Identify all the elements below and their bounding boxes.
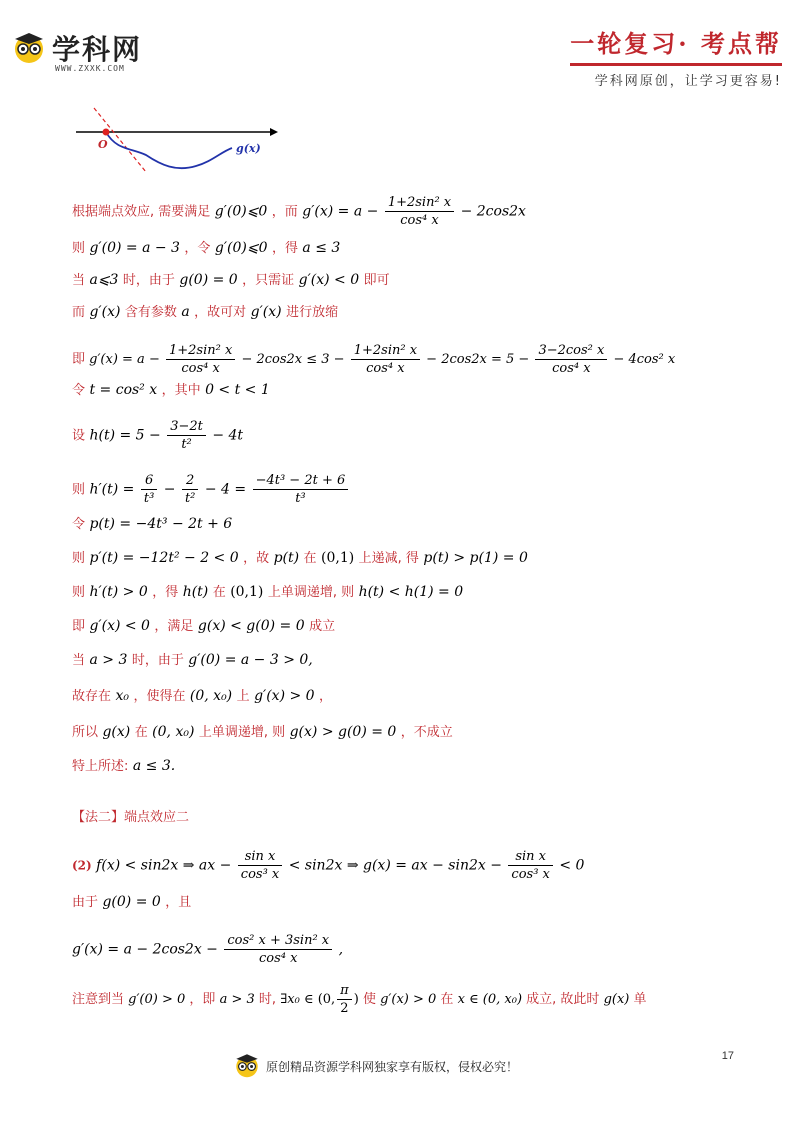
math: g′(x) < 0 <box>298 272 360 288</box>
math: p′(t) = −12t² − 2 < 0 <box>89 550 239 566</box>
text: ，即 <box>189 992 216 1007</box>
text-line-14 <box>72 686 332 707</box>
function-graph <box>76 100 286 180</box>
brand-divider <box>570 63 782 66</box>
text-line-8 <box>72 472 350 507</box>
text: 在 <box>212 585 226 600</box>
origin-label: O <box>98 138 108 151</box>
math: a > 3 <box>89 652 128 668</box>
text: 在 <box>440 992 454 1007</box>
math: g′(x) = a − 2cos2x − <box>72 941 218 958</box>
math: , <box>338 941 344 958</box>
text-line-5 <box>72 342 675 377</box>
math: h′(t) = <box>89 481 135 498</box>
text: 在 <box>134 725 148 740</box>
text: 时，由于 <box>131 653 184 668</box>
math: ) <box>353 992 359 1007</box>
text: 则 <box>72 482 86 498</box>
math: g(0) = 0 <box>179 272 238 288</box>
text: 当 <box>72 653 86 668</box>
math: < 0 <box>559 857 585 874</box>
brand-block <box>570 24 782 89</box>
text: 设 <box>72 428 86 444</box>
text: ，得 <box>152 585 179 600</box>
text: 故存在 <box>72 689 112 704</box>
text: 即 <box>72 619 86 634</box>
math: h(t) <box>182 584 209 600</box>
fraction: $\frac{\text{1+2sin² x}}{\text{cos⁴ x}}$ <box>385 194 454 229</box>
origin-point <box>103 129 110 136</box>
text-line-20 <box>72 982 647 1017</box>
math: (0, x₀) <box>152 724 195 740</box>
text: 含有参数 <box>124 305 177 320</box>
fraction: $\frac{\text{sin x}}{\text{cos³ x}}$ <box>238 848 282 883</box>
text: 由于 <box>72 895 99 910</box>
text: ，故 <box>243 551 270 566</box>
logo-url: WWW.ZXXK.COM <box>55 64 125 73</box>
text: ，令 <box>184 241 211 256</box>
page-number: 17 <box>721 1050 734 1062</box>
text-line-4 <box>72 302 338 323</box>
math: a > 3 <box>219 992 255 1007</box>
text: ，满足 <box>154 619 194 634</box>
math: g(0) = 0 <box>102 894 161 910</box>
math: p(t) = −4t³ − 2t + 6 <box>89 516 233 532</box>
text-line-19 <box>72 932 343 967</box>
math: g′(x) <box>250 304 282 320</box>
math: a⩽3 <box>89 272 119 288</box>
text: 单 <box>633 992 647 1007</box>
text-line-17 <box>72 848 584 883</box>
owl-logo-icon <box>12 30 46 64</box>
fraction: $\frac{3-2t}{\text{t²}}$ <box>167 418 206 453</box>
text: 进行放缩 <box>286 305 339 320</box>
text: ，使得在 <box>133 689 186 704</box>
text: ，不成立 <box>400 725 453 740</box>
math: (0, <box>317 992 336 1007</box>
text: 特上所述: <box>72 759 129 774</box>
math: a ≤ 3 <box>302 240 341 256</box>
math: h′(t) > 0 <box>89 584 148 600</box>
text-line-1 <box>72 194 526 229</box>
text-line-18 <box>72 892 191 913</box>
math: g(x) > g(0) = 0 <box>289 724 397 740</box>
text: 所以 <box>72 725 99 740</box>
math: a ≤ 3. <box>132 758 176 774</box>
math: g(x) <box>603 992 630 1007</box>
math: p(t) > p(1) = 0 <box>423 550 528 566</box>
math: g′(x) = a − <box>302 203 379 220</box>
text: 而 <box>72 305 86 320</box>
logo-text: 学科网 <box>52 33 143 66</box>
math: g(x) <box>102 724 131 740</box>
text: ， <box>319 689 333 704</box>
text: 根据端点效应, 需要满足 <box>72 204 211 220</box>
text: ，且 <box>165 895 192 910</box>
text: 注意到当 <box>72 992 125 1007</box>
fraction: $\frac{\text{1+2sin² x}}{\text{cos⁴ x}}$ <box>166 342 235 377</box>
math: x₀ <box>115 688 129 704</box>
text: 成立, 故此时 <box>526 992 600 1007</box>
math: h(t) = 5 − <box>89 427 161 444</box>
math: g′(0)⩽0 <box>214 203 268 220</box>
math: g′(x) < 0 <box>89 618 150 634</box>
curve-g <box>106 132 232 168</box>
math: 0 < t < 1 <box>205 382 270 398</box>
text: 令 <box>72 517 86 532</box>
text: 上 <box>236 689 250 704</box>
math: g′(0)⩽0 <box>214 240 268 256</box>
text: 即可 <box>363 273 390 288</box>
text-line-3 <box>72 270 390 291</box>
math: − <box>163 481 176 498</box>
text: 时, <box>258 992 277 1007</box>
text-line-2 <box>72 238 340 259</box>
text: 则 <box>72 585 86 600</box>
math: a <box>181 304 190 320</box>
text: 则 <box>72 551 86 566</box>
text: ，得 <box>271 241 298 256</box>
fraction: $\frac{\text{−4t³ − 2t + 6}}{\text{t³}}$ <box>253 472 349 507</box>
section-heading: 【法二】端点效应二 <box>72 810 190 825</box>
text: 使 <box>362 992 376 1007</box>
math: f(x) < sin2x ⇒ ax − <box>96 857 232 874</box>
math: g′(x) = a − <box>89 352 160 367</box>
text-line-9 <box>72 514 232 535</box>
fraction: $\frac{\text{1+2sin² x}}{\text{cos⁴ x}}$ <box>351 342 420 377</box>
text: 上单调递增, 则 <box>198 725 286 740</box>
text: 令 <box>72 383 86 398</box>
text: 即 <box>72 352 86 367</box>
fraction: $\frac{\text{sin x}}{\text{cos³ x}}$ <box>508 848 552 883</box>
math: − 2cos2x <box>460 203 526 220</box>
text-line-10 <box>72 548 528 569</box>
math: < sin2x ⇒ g(x) = ax − sin2x − <box>288 857 502 874</box>
text-line-6 <box>72 380 270 401</box>
math: (0,1) <box>230 584 264 600</box>
math: g′(0) > 0 <box>128 992 186 1007</box>
math: p(t) <box>273 550 300 566</box>
text-line-15 <box>72 722 453 743</box>
page-header <box>0 0 800 90</box>
text: 当 <box>72 273 86 288</box>
math: g′(0) = a − 3 <box>89 240 180 256</box>
math: g′(x) > 0 <box>254 688 315 704</box>
text: ，故可对 <box>194 305 247 320</box>
math: t = cos² x <box>89 382 158 398</box>
math: g(x) < g(0) = 0 <box>197 618 305 634</box>
text: 时，由于 <box>122 273 175 288</box>
math: g′(0) = a − 3 > 0, <box>188 652 313 668</box>
fraction: $\frac{\pi}{2}$ <box>337 982 352 1017</box>
math: g′(x) > 0 <box>380 992 437 1007</box>
math: − 4t <box>212 427 244 444</box>
math: − 4cos² x <box>613 352 676 367</box>
copyright-notice: 原创精品资源学科网独家享有版权，侵权必究！ <box>266 1060 519 1074</box>
math: ∃x₀ ∈ <box>280 992 314 1007</box>
text-line-13 <box>72 650 313 671</box>
brand-slogan: 学科网原创，让学习更容易! <box>594 74 782 89</box>
text: 在 <box>303 551 317 566</box>
text: 上递减, 得 <box>358 551 419 566</box>
text: ，只需证 <box>242 273 295 288</box>
text-line-7 <box>72 418 243 453</box>
text-line-11 <box>72 582 463 603</box>
text: 则 <box>72 241 86 256</box>
math: x ∈ (0, x₀) <box>457 992 523 1007</box>
curve-label: g(x) <box>236 142 261 155</box>
problem-number: (2) <box>72 858 92 873</box>
owl-footer-icon <box>234 1052 260 1078</box>
text: 成立 <box>309 619 336 634</box>
math: g′(x) <box>89 304 121 320</box>
text: 上单调递增, 则 <box>267 585 355 600</box>
math: − 2cos2x = 5 − <box>426 352 530 367</box>
brand-title: 一轮复习· 考点帮 <box>570 29 782 58</box>
text-line-12 <box>72 616 335 637</box>
text: ，其中 <box>161 383 201 398</box>
axis-arrow-icon <box>270 128 278 136</box>
fraction: $\frac{\text{cos² x + 3sin² x}}{\text{cos⁴ x}}$ <box>224 932 332 967</box>
text: ，而 <box>271 204 298 220</box>
fraction: $\frac{\text{3−2cos² x}}{\text{cos⁴ x}}$ <box>535 342 607 377</box>
fraction: $\frac{2}{\text{t²}}$ <box>182 472 198 507</box>
math: (0, x₀) <box>189 688 233 704</box>
text-line-16 <box>72 756 175 777</box>
fraction: $\frac{6}{\text{t³}}$ <box>141 472 157 507</box>
math: − 4 = <box>204 481 247 498</box>
math: (0,1) <box>321 550 355 566</box>
math: h(t) < h(1) = 0 <box>358 584 464 600</box>
math: − 2cos2x ≤ 3 − <box>241 352 345 367</box>
